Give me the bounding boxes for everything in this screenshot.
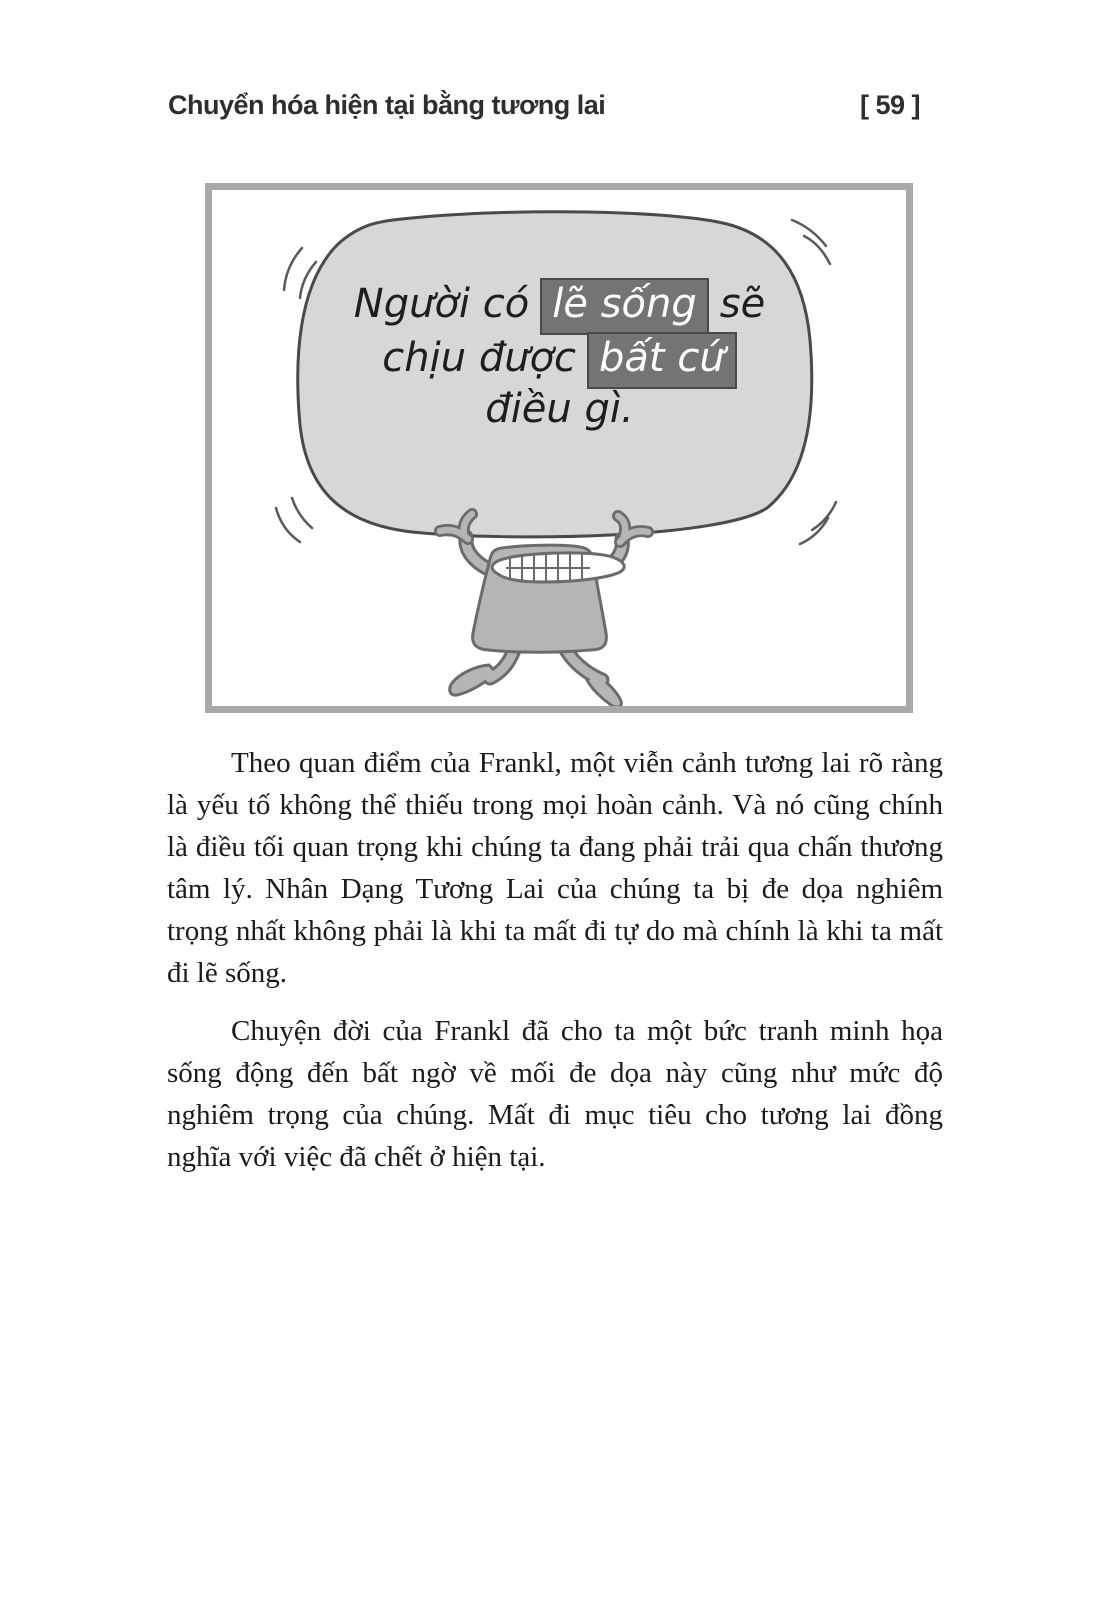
bubble-quote-line-2 bbox=[302, 332, 817, 386]
quote-text: chịu được bbox=[382, 335, 577, 381]
quote-text: điều gì. bbox=[485, 386, 634, 432]
page-number: [ 59 ] bbox=[859, 90, 920, 120]
illustration-svg bbox=[212, 190, 906, 706]
figure-frame bbox=[205, 183, 913, 713]
body-text bbox=[167, 742, 943, 1194]
running-head-title: Chuyển hóa hiện tại bằng tương lai bbox=[168, 90, 606, 120]
quote-text: Người có bbox=[353, 281, 530, 327]
bubble-quote-line-3 bbox=[302, 386, 817, 440]
quote-highlight: bất cứ bbox=[587, 332, 737, 389]
page-header bbox=[168, 90, 920, 121]
bubble-quote-line-1 bbox=[302, 278, 817, 332]
quote-highlight: lẽ sống bbox=[540, 278, 709, 335]
blob-character-icon bbox=[440, 514, 648, 706]
bubble-quote bbox=[302, 278, 817, 440]
paragraph: Theo quan điểm của Frankl, một viễn cảnh tương lai rõ ràng là yếu tố không thể thiếu trong mọi hoàn cảnh. Và nó cũng chính là điều tối quan trọng khi chúng ta đang phải trải qua chấn thương tâm lý. Nhân Dạng Tương Lai của chúng ta bị đe dọa nghiêm trọng nhất không phải là khi ta mất đi tự do mà chính là khi ta mất đi lẽ sống. bbox=[167, 747, 943, 989]
quote-text: sẽ bbox=[719, 281, 766, 327]
paragraph: Chuyện đời của Frankl đã cho ta một bức tranh minh họa sống động đến bất ngờ về mối đe dọa này cũng như mức độ nghiêm trọng của chúng. Mất đi mục tiêu cho tương lai đồng nghĩa với việc đã chết ở hiện tại. bbox=[167, 1015, 943, 1173]
